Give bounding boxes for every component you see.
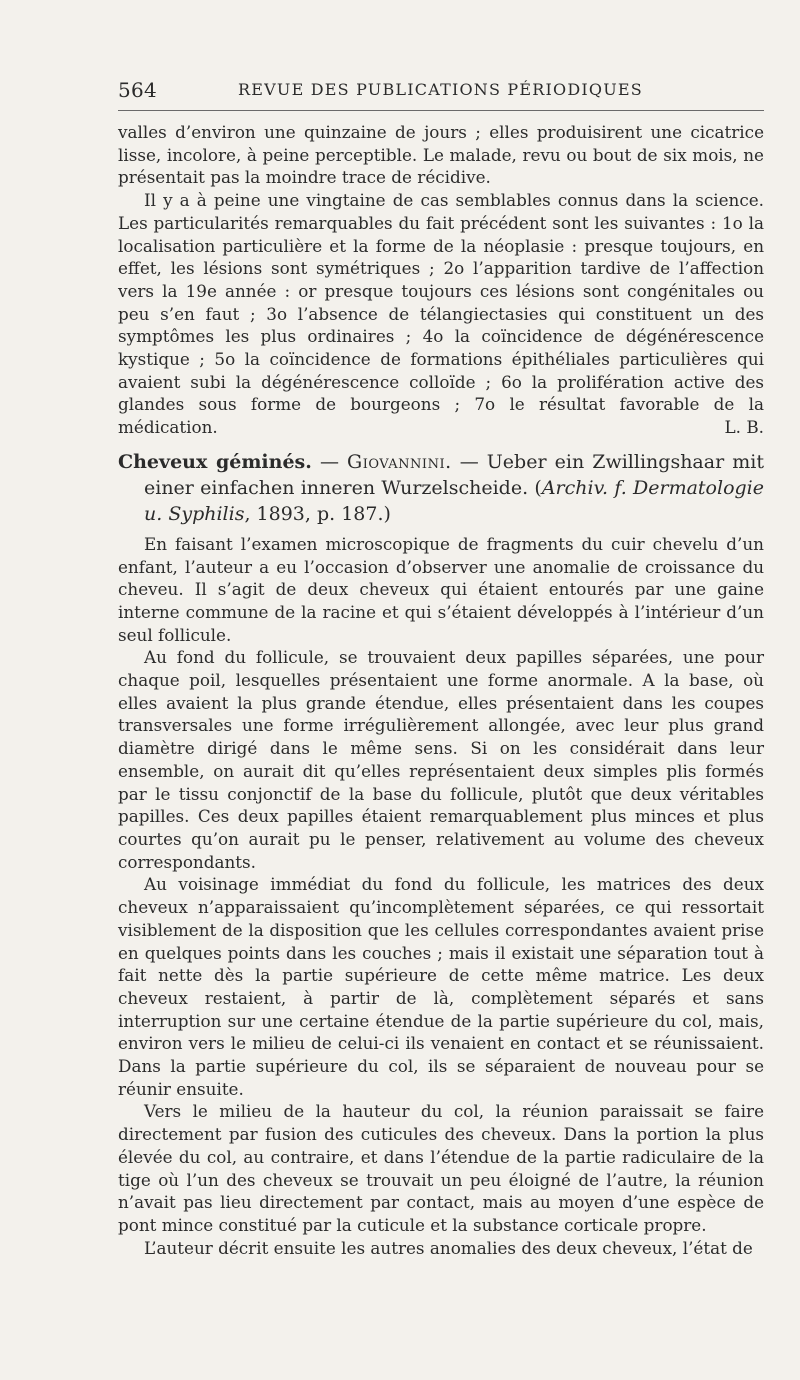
citation: , 1893, p. 187.)	[244, 502, 391, 525]
article-paragraph-1: En faisant l’examen microscopique de fragments du cuir chevelu d’un enfant, l’auteur a eu l’occasion d’observer une anomalie de croissance du cheveu. Il s’agit de deux cheveux qui étaient entourés par une gaine interne commune de la racine et qui s’étaient développés à l’intérieur d’un seul follicule.	[118, 533, 764, 645]
previous-article-paragraph-2-text: Il y a à peine une vingtaine de cas semblables connus dans la science. Les particularités remarquables du fait précédent sont les suivantes : 1o la localisation particulière et la forme de la néoplasie : presque toujours, en effet, les lésions sont symétriques ; 2o l’apparition tardive de l’affection vers la 19e année : or presque toujours ces lésions sont congénitales ou peu s’en faut ; 3o l’absence de télangiectasies qui constituent un des symptômes les plus ordinaires ; 4o la coïncidence de dégénérescence kystique ; 5o la coïncidence de formations épithéliales particulières qui avaient subi la dégénérescence colloïde ; 6o la prolifération active des glandes sous forme de bourgeons ; 7o le résultat favorable de la médication.	[118, 190, 764, 438]
signature: L. B.	[724, 417, 764, 438]
article-title-text: Ueber ein Zwillingshaar mit einer einfachen inneren Wurzelscheide. (	[144, 450, 764, 499]
article-paragraph-4: Vers le milieu de la hauteur du col, la réunion paraissait se faire directement par fusion des cuticules des cheveux. Dans la portion la plus élevée du col, au contraire, et dans l’étendue de la partie radiculaire de la tige où l’un des cheveux se trouvait un peu éloigné de l’autre, la réunion n’avait pas lieu directement par contact, mais au moyen d’une espèce de pont mince constitué par la cuticule et la substance corticale propre.	[118, 1101, 764, 1235]
title-dash-2: —	[451, 450, 487, 473]
article-paragraph-5: L’auteur décrit ensuite les autres anomalies des deux cheveux, l’état de	[144, 1237, 753, 1258]
journal-header-title: REVUE DES PUBLICATIONS PÉRIODIQUES	[238, 80, 643, 99]
article-paragraph-2: Au fond du follicule, se trouvaient deux papilles séparées, une pour chaque poil, lesquelles présentaient une forme anormale. A la base, où elles avaient la plus grande étendue, elles présentaient dans les coupes transversales une forme irrégulièrement allongée, avec leur plus grand diamètre dirigé dans le même sens. Si on les considérait dans leur ensemble, on aurait dit qu’elles représentaient deux simples plis formés par le tissu conjonctif de la base du follicule, plutôt que deux véritables papilles. Ces deux papilles étaient remarquablement plus minces et plus courtes qu’on aurait pu le penser, relativement au volume des cheveux correspondants.	[118, 647, 764, 872]
article-paragraph-3: Au voisinage immédiat du fond du follicule, les matrices des deux cheveux n’apparaissaient qu’incomplètement séparées, ce qui ressortait visiblement de la disposition que les cellules correspondantes avaient prise en quelques points dans les couches ; mais il existait une séparation tout à fait nette dès la partie supérieure de cette même matrice. Les deux cheveux restaient, à partir de là, complètement séparés et sans interruption sur une certaine étendue de la partie supérieure du col, mais, environ vers le milieu de celui-ci ils venaient en contact et se réunissaient. Dans la partie supérieure du col, ils se séparaient de nouveau pour se réunir ensuite.	[118, 874, 764, 1099]
title-dash-1: —	[311, 450, 348, 473]
page-number: 564	[118, 78, 158, 102]
previous-article-paragraph-2	[118, 189, 764, 439]
page	[118, 70, 764, 1259]
article-author: Giovannini.	[347, 450, 452, 473]
article-title	[118, 449, 764, 527]
journal-name: Archiv. f. Dermatologie u. Syphilis	[144, 476, 764, 525]
article-heading: Cheveux géminés.	[118, 450, 312, 473]
running-head	[118, 70, 764, 111]
previous-article-paragraph-1: valles d’environ une quinzaine de jours ; elles produisirent une cicatrice lisse, incolore, à peine perceptible. Le malade, revu ou bout de six mois, ne présentait pas la moindre trace de récidive.	[118, 122, 764, 188]
